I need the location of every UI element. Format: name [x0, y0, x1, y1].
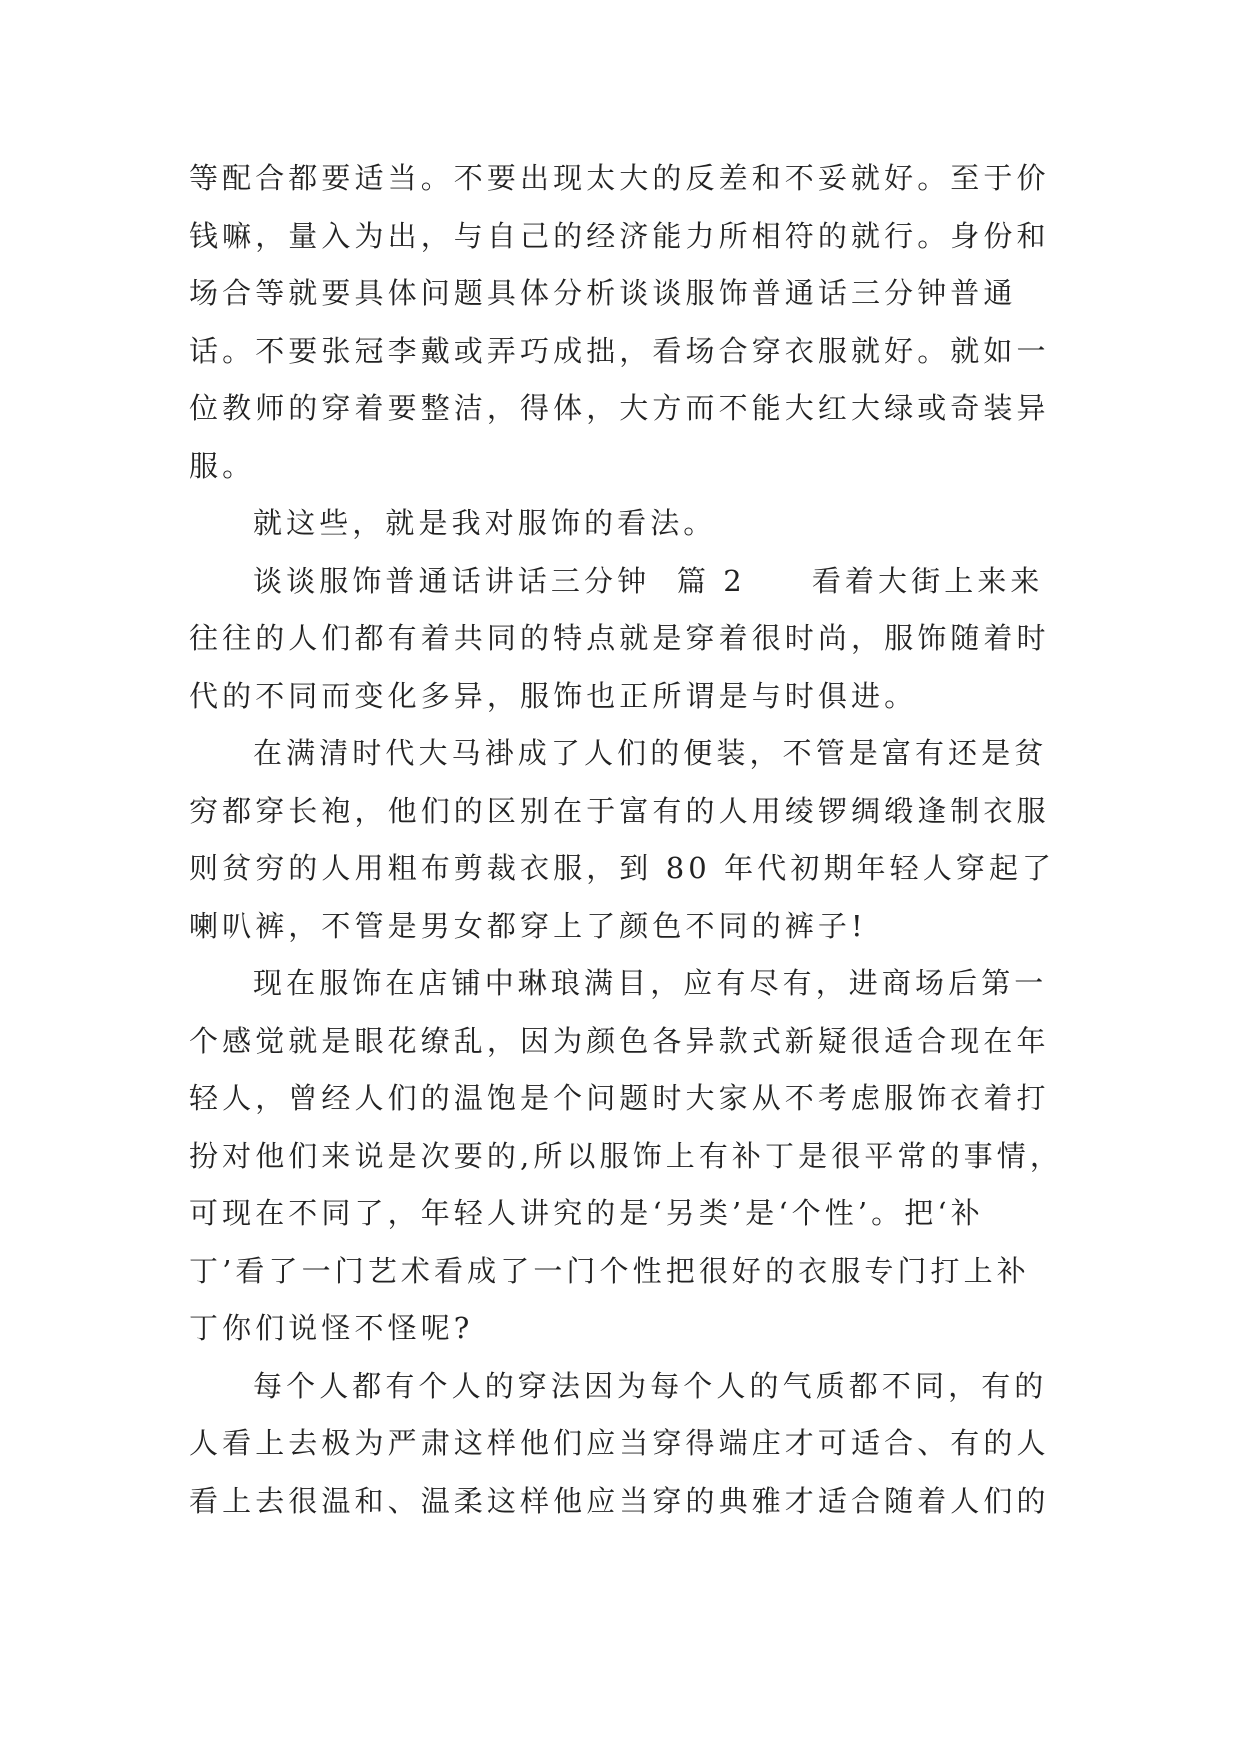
- paragraph-3: [189, 553, 1049, 726]
- text-line: 丁’看了一门艺术看成了一门个性把很好的衣服专门打上补: [189, 1253, 1030, 1288]
- text-line: 人看上去极为严肃这样他们应当穿得端庄才可适合、有的人: [189, 1426, 1050, 1460]
- text-line: 现在服饰在店铺中琳琅满目，应有尽有，进商场后第一: [253, 966, 1048, 1000]
- text-line: 代的不同而变化多异，服饰也正所谓是与时俱进。: [189, 678, 918, 713]
- text-line: 穷都穿长袍，他们的区别在于富有的人用绫锣绸缎逢制衣服: [189, 793, 1050, 828]
- text-line: 钱嘛，量入为出，与自己的经济能力所相符的就行。身份和: [189, 218, 1050, 253]
- paragraph-5: [189, 955, 1063, 1358]
- text-line: 位教师的穿着要整洁，得体，大方而不能大红大绿或奇装异: [189, 391, 1050, 425]
- text-line: 服。: [189, 448, 256, 483]
- text-line: 场合等就要具体问题具体分析谈谈服饰普通话三分钟普通: [189, 276, 1017, 310]
- text-line: 扮对他们来说是次要的,所以服饰上有补丁是很平常的事情，: [189, 1138, 1063, 1173]
- heading-line: [189, 553, 1049, 611]
- text-line: 看上去很温和、温柔这样他应当穿的典雅才适合随着人们的: [189, 1483, 1050, 1518]
- text-line: 则贫穷的人用粗布剪裁衣服，到 80 年代初期年轻人穿起了: [189, 851, 1056, 885]
- paragraph-4: [189, 725, 1056, 955]
- text-line: 丁你们说怪不怪呢?: [189, 1311, 474, 1345]
- section-heading: 谈谈服饰普通话讲话三分钟 篇 2: [253, 563, 746, 598]
- text-line: 可现在不同了，年轻人讲究的是‘另类’是‘个性’。把‘补: [189, 1196, 984, 1230]
- text-line: 往往的人们都有着共同的特点就是穿着很时尚，服饰随着时: [189, 621, 1050, 655]
- text-line: 每个人都有个人的穿法因为每个人的气质都不同，有的: [253, 1368, 1048, 1403]
- text-line: 话。不要张冠李戴或弄巧成拙，看场合穿衣服就好。就如一: [189, 333, 1050, 368]
- text-line: 个感觉就是眼花缭乱，因为颜色各异款式新疑很适合现在年: [189, 1023, 1050, 1058]
- paragraph-6: [189, 1358, 1049, 1531]
- text-line: 等配合都要适当。不要出现太大的反差和不妥就好。至于价: [189, 161, 1050, 195]
- text-line: 看着大街上来来: [811, 563, 1044, 598]
- text-line: 就这些，就是我对服饰的看法。: [253, 506, 717, 540]
- paragraph-1: [189, 150, 1049, 495]
- text-line: 喇叭裤，不管是男女都穿上了颜色不同的裤子!: [189, 908, 867, 943]
- paragraph-2: [189, 495, 1049, 553]
- text-line: 在满清时代大马褂成了人们的便装，不管是富有还是贫: [253, 736, 1048, 770]
- text-line: 轻人，曾经人们的温饱是个问题时大家从不考虑服饰衣着打: [189, 1081, 1050, 1115]
- document-body: [189, 150, 1063, 1530]
